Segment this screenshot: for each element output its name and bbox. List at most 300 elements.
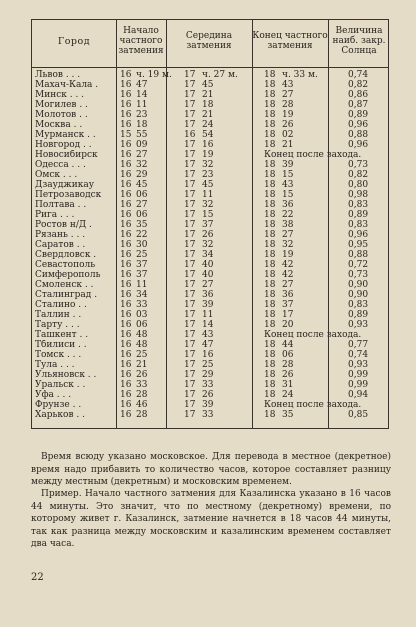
city-cell: Севастополь: [35, 260, 96, 270]
magnitude-cell: 0,73: [348, 160, 369, 170]
middle-hour-cell: 17: [184, 260, 196, 270]
middle-hour-cell: 17: [184, 250, 196, 260]
start-hour-cell: 16: [120, 210, 132, 220]
start-hour-cell: 16: [120, 340, 132, 350]
end-hour-cell: 18: [264, 110, 276, 120]
middle-minute-cell: 37: [202, 220, 214, 230]
table-row: [32, 130, 390, 140]
table-row: [32, 150, 390, 160]
page-number: 22: [31, 572, 44, 583]
middle-minute-cell: 11: [202, 310, 214, 320]
start-hour-cell: 16: [120, 180, 132, 190]
end-hour-cell: 18: [264, 200, 276, 210]
table-row: [32, 120, 390, 130]
middle-minute-cell: 18: [202, 100, 214, 110]
start-hour-cell: 16: [120, 170, 132, 180]
magnitude-cell: 0,96: [348, 120, 369, 130]
city-cell: Петрозаводск: [35, 190, 102, 200]
city-cell: Могилев . .: [35, 100, 88, 110]
start-minute-cell: 28: [136, 410, 148, 420]
end-hour-cell: 18: [264, 350, 276, 360]
start-minute-cell: 25: [136, 350, 148, 360]
end-minute-cell: 19: [282, 250, 294, 260]
start-hour-cell: 16: [120, 270, 132, 280]
start-minute-cell: 09: [136, 140, 148, 150]
table-row: [32, 400, 390, 410]
start-hour-cell: 16: [120, 380, 132, 390]
start-hour-cell: 16: [120, 220, 132, 230]
end-hour-cell: 18: [264, 140, 276, 150]
start-hour-cell: 16: [120, 100, 132, 110]
example-note: Пример. Начало частного затмения для Казалинска указано в 16 часов 44 минуты. Это значит, что по местному (декретному) времени, по которому живет г. Казалинск, затмение начнется в 18 часов 44 минуты, так как разница между московским и казалинским временем составляет два часа.: [31, 489, 391, 549]
city-cell: Симферополь: [35, 270, 101, 280]
middle-hour-cell: 17: [184, 150, 196, 160]
start-hour-cell: 16: [120, 250, 132, 260]
middle-hour-cell: 17: [184, 400, 196, 410]
middle-minute-cell: 47: [202, 340, 214, 350]
start-hour-cell: 16: [120, 150, 132, 160]
end-hour-cell: 18: [264, 300, 276, 310]
start-hour-cell: 16: [120, 350, 132, 360]
start-hour-cell: 16: [120, 90, 132, 100]
middle-hour-cell: 17: [184, 120, 196, 130]
middle-minute-cell: 40: [202, 260, 214, 270]
table-row: [32, 180, 390, 190]
magnitude-cell: 0,88: [348, 250, 369, 260]
middle-minute-cell: 26: [202, 230, 214, 240]
end-hour-cell: 18: [264, 310, 276, 320]
end-hour-cell: 18: [264, 100, 276, 110]
middle-hour-cell: 17: [184, 80, 196, 90]
end-hour-cell: 18: [264, 390, 276, 400]
table-row: [32, 340, 390, 350]
end-minute-cell: 32: [282, 240, 294, 250]
end-minute-cell: 19: [282, 110, 294, 120]
header-divider: [32, 67, 388, 68]
end-minute-cell: 36: [282, 200, 294, 210]
magnitude-cell: 0,77: [348, 340, 369, 350]
end-hour-cell: 18: [264, 270, 276, 280]
city-cell: Тбилиси . .: [35, 340, 87, 350]
start-minute-cell: ч. 19 м.: [136, 70, 172, 80]
start-minute-cell: 48: [136, 340, 148, 350]
table-row: [32, 410, 390, 420]
city-cell: Ростов н/Д .: [35, 220, 92, 230]
magnitude-cell: 0,73: [348, 270, 369, 280]
magnitude-cell: 0,89: [348, 310, 369, 320]
city-cell: Уфа . . .: [35, 390, 72, 400]
start-hour-cell: 16: [120, 310, 132, 320]
magnitude-cell: 0,99: [348, 370, 369, 380]
start-hour-cell: 16: [120, 280, 132, 290]
start-hour-cell: 16: [120, 230, 132, 240]
city-cell: Сталино . .: [35, 300, 87, 310]
table-row: [32, 270, 390, 280]
start-minute-cell: 29: [136, 170, 148, 180]
end-minute-cell: 44: [282, 340, 294, 350]
city-cell: Смоленск . .: [35, 280, 94, 290]
table-row: [32, 80, 390, 90]
end-hour-cell: 18: [264, 370, 276, 380]
end-minute-cell: 28: [282, 360, 294, 370]
end-minute-cell: 42: [282, 270, 294, 280]
end-hour-cell: 18: [264, 220, 276, 230]
start-hour-cell: 16: [120, 140, 132, 150]
middle-minute-cell: 19: [202, 150, 214, 160]
end-hour-cell: 18: [264, 120, 276, 130]
city-cell: Молотов . .: [35, 110, 88, 120]
city-cell: Тула . . .: [35, 360, 75, 370]
end-minute-cell: 39: [282, 160, 294, 170]
end-minute-cell: 21: [282, 140, 294, 150]
start-minute-cell: 06: [136, 210, 148, 220]
middle-minute-cell: 34: [202, 250, 214, 260]
table-row: [32, 170, 390, 180]
table-row: [32, 190, 390, 200]
table-row: [32, 220, 390, 230]
magnitude-cell: 0,98: [348, 190, 369, 200]
end-hour-cell: 18: [264, 70, 276, 80]
table-row: [32, 70, 390, 80]
middle-hour-cell: 17: [184, 300, 196, 310]
city-cell: Дзауджикау: [35, 180, 94, 190]
end-hour-cell: 18: [264, 80, 276, 90]
table-row: [32, 260, 390, 270]
table-row: [32, 370, 390, 380]
end-minute-cell: ч. 33 м.: [282, 70, 318, 80]
table-row: [32, 160, 390, 170]
middle-minute-cell: 14: [202, 320, 214, 330]
middle-minute-cell: 11: [202, 190, 214, 200]
middle-minute-cell: 39: [202, 300, 214, 310]
magnitude-cell: 0,74: [348, 70, 369, 80]
middle-hour-cell: 17: [184, 230, 196, 240]
magnitude-cell: 0,82: [348, 80, 369, 90]
start-minute-cell: 03: [136, 310, 148, 320]
city-cell: Уральск . .: [35, 380, 86, 390]
table-row: [32, 330, 390, 340]
end-hour-cell: 18: [264, 230, 276, 240]
start-minute-cell: 55: [136, 130, 148, 140]
end-minute-cell: 31: [282, 380, 294, 390]
city-cell: Новгород . .: [35, 140, 92, 150]
middle-hour-cell: 16: [184, 130, 196, 140]
table-row: [32, 200, 390, 210]
end-minute-cell: 43: [282, 180, 294, 190]
end-minute-cell: 27: [282, 90, 294, 100]
middle-minute-cell: 24: [202, 120, 214, 130]
start-hour-cell: 16: [120, 240, 132, 250]
city-cell: Сталинград .: [35, 290, 98, 300]
table-row: [32, 380, 390, 390]
city-cell: Ульяновск . .: [35, 370, 97, 380]
start-hour-cell: 16: [120, 110, 132, 120]
middle-minute-cell: ч. 27 м.: [202, 70, 238, 80]
start-minute-cell: 21: [136, 360, 148, 370]
middle-minute-cell: 21: [202, 90, 214, 100]
city-cell: Полтава . .: [35, 200, 87, 210]
magnitude-cell: 0,89: [348, 210, 369, 220]
end-hour-cell: 18: [264, 160, 276, 170]
start-hour-cell: 15: [120, 130, 132, 140]
city-cell: Махач-Кала .: [35, 80, 99, 90]
start-hour-cell: 16: [120, 120, 132, 130]
middle-minute-cell: 27: [202, 280, 214, 290]
end-minute-cell: 02: [282, 130, 294, 140]
middle-minute-cell: 39: [202, 400, 214, 410]
end-hour-cell: 18: [264, 280, 276, 290]
middle-hour-cell: 17: [184, 270, 196, 280]
middle-hour-cell: 17: [184, 220, 196, 230]
middle-hour-cell: 17: [184, 340, 196, 350]
start-minute-cell: 27: [136, 150, 148, 160]
start-minute-cell: 23: [136, 110, 148, 120]
end-hour-cell: 18: [264, 170, 276, 180]
end-hour-cell: 18: [264, 180, 276, 190]
magnitude-cell: 0,95: [348, 240, 369, 250]
start-hour-cell: 16: [120, 330, 132, 340]
start-hour-cell: 16: [120, 320, 132, 330]
magnitude-cell: 0,87: [348, 100, 369, 110]
end-hour-cell: 18: [264, 340, 276, 350]
start-minute-cell: 11: [136, 280, 148, 290]
start-hour-cell: 16: [120, 390, 132, 400]
end-minute-cell: 06: [282, 350, 294, 360]
middle-minute-cell: 45: [202, 80, 214, 90]
start-minute-cell: 37: [136, 260, 148, 270]
table-row: [32, 390, 390, 400]
middle-hour-cell: 17: [184, 370, 196, 380]
end-minute-cell: 15: [282, 170, 294, 180]
start-hour-cell: 16: [120, 370, 132, 380]
city-cell: Харьков . .: [35, 410, 85, 420]
end-minute-cell: 15: [282, 190, 294, 200]
city-cell: Таллин . .: [35, 310, 82, 320]
city-cell: Свердловск .: [35, 250, 97, 260]
start-minute-cell: 33: [136, 300, 148, 310]
middle-hour-cell: 17: [184, 170, 196, 180]
end-hour-cell: 18: [264, 210, 276, 220]
end-hour-cell: 18: [264, 410, 276, 420]
middle-hour-cell: 17: [184, 280, 196, 290]
end-hour-cell: 18: [264, 320, 276, 330]
table-row: [32, 230, 390, 240]
middle-hour-cell: 17: [184, 200, 196, 210]
middle-hour-cell: 17: [184, 410, 196, 420]
end-minute-cell: 28: [282, 100, 294, 110]
end-minute-cell: 26: [282, 120, 294, 130]
start-hour-cell: 16: [120, 200, 132, 210]
middle-minute-cell: 15: [202, 210, 214, 220]
middle-minute-cell: 36: [202, 290, 214, 300]
eclipse-table: [31, 19, 389, 429]
start-minute-cell: 11: [136, 100, 148, 110]
table-row: [32, 210, 390, 220]
table-row: [32, 280, 390, 290]
middle-minute-cell: 25: [202, 360, 214, 370]
magnitude-cell: 0,74: [348, 350, 369, 360]
middle-hour-cell: 17: [184, 100, 196, 110]
end-minute-cell: 27: [282, 280, 294, 290]
middle-minute-cell: 43: [202, 330, 214, 340]
magnitude-cell: 0,83: [348, 300, 369, 310]
magnitude-cell: 0,90: [348, 290, 369, 300]
start-hour-cell: 16: [120, 360, 132, 370]
middle-hour-cell: 17: [184, 140, 196, 150]
end-minute-cell: 24: [282, 390, 294, 400]
table-body: [32, 70, 390, 420]
magnitude-cell: 0,83: [348, 200, 369, 210]
city-cell: Москва . .: [35, 120, 83, 130]
sunset-note-cell: Конец после захода.: [264, 400, 362, 410]
middle-minute-cell: 21: [202, 110, 214, 120]
start-minute-cell: 37: [136, 270, 148, 280]
table-row: [32, 290, 390, 300]
middle-minute-cell: 23: [202, 170, 214, 180]
start-minute-cell: 32: [136, 160, 148, 170]
start-minute-cell: 45: [136, 180, 148, 190]
city-cell: Омск . . .: [35, 170, 78, 180]
middle-hour-cell: 17: [184, 390, 196, 400]
magnitude-cell: 0,90: [348, 280, 369, 290]
end-hour-cell: 18: [264, 250, 276, 260]
city-cell: Мурманск . .: [35, 130, 96, 140]
magnitude-cell: 0,93: [348, 360, 369, 370]
end-minute-cell: 17: [282, 310, 294, 320]
sunset-note-cell: Конец после захода.: [264, 150, 362, 160]
table-row: [32, 310, 390, 320]
time-note: Время всюду указано московское. Для перевода в местное (декретное) время надо прибавить то количество часов, которое составляет разницу между местным (декретным) и московским временем.: [31, 452, 391, 487]
middle-hour-cell: 17: [184, 70, 196, 80]
magnitude-cell: 0,83: [348, 220, 369, 230]
middle-hour-cell: 17: [184, 290, 196, 300]
middle-hour-cell: 17: [184, 90, 196, 100]
magnitude-cell: 0,93: [348, 320, 369, 330]
end-hour-cell: 18: [264, 90, 276, 100]
start-hour-cell: 16: [120, 190, 132, 200]
table-row: [32, 100, 390, 110]
table-row: [32, 90, 390, 100]
table-row: [32, 320, 390, 330]
start-minute-cell: 46: [136, 400, 148, 410]
end-minute-cell: 27: [282, 230, 294, 240]
end-minute-cell: 43: [282, 80, 294, 90]
start-minute-cell: 34: [136, 290, 148, 300]
magnitude-cell: 0,82: [348, 170, 369, 180]
city-cell: Тарту . . .: [35, 320, 80, 330]
start-minute-cell: 22: [136, 230, 148, 240]
city-cell: Фрунзе . .: [35, 400, 82, 410]
header-start: Начало частного затмения: [118, 26, 164, 56]
city-cell: Рига . . .: [35, 210, 75, 220]
start-minute-cell: 26: [136, 370, 148, 380]
start-minute-cell: 14: [136, 90, 148, 100]
start-minute-cell: 06: [136, 190, 148, 200]
middle-hour-cell: 17: [184, 210, 196, 220]
table-row: [32, 350, 390, 360]
end-minute-cell: 35: [282, 410, 294, 420]
middle-minute-cell: 29: [202, 370, 214, 380]
start-hour-cell: 16: [120, 80, 132, 90]
start-hour-cell: 16: [120, 290, 132, 300]
end-minute-cell: 20: [282, 320, 294, 330]
start-minute-cell: 28: [136, 390, 148, 400]
end-hour-cell: 18: [264, 190, 276, 200]
start-minute-cell: 30: [136, 240, 148, 250]
middle-hour-cell: 17: [184, 240, 196, 250]
start-minute-cell: 25: [136, 250, 148, 260]
city-cell: Ташкент . .: [35, 330, 89, 340]
end-minute-cell: 37: [282, 300, 294, 310]
table-row: [32, 110, 390, 120]
table-row: [32, 250, 390, 260]
start-minute-cell: 35: [136, 220, 148, 230]
city-cell: Львов . . .: [35, 70, 81, 80]
end-minute-cell: 36: [282, 290, 294, 300]
end-minute-cell: 38: [282, 220, 294, 230]
city-cell: Саратов . .: [35, 240, 86, 250]
magnitude-cell: 0,94: [348, 390, 369, 400]
magnitude-cell: 0,88: [348, 130, 369, 140]
magnitude-cell: 0,96: [348, 230, 369, 240]
header-magnitude: Величина наиб. закр. Солнца: [332, 26, 386, 56]
magnitude-cell: 0,86: [348, 90, 369, 100]
middle-minute-cell: 32: [202, 240, 214, 250]
table-row: [32, 140, 390, 150]
start-hour-cell: 16: [120, 300, 132, 310]
table-row: [32, 360, 390, 370]
header-middle: Середина затмения: [185, 31, 233, 51]
middle-hour-cell: 17: [184, 180, 196, 190]
middle-minute-cell: 16: [202, 350, 214, 360]
middle-hour-cell: 17: [184, 160, 196, 170]
middle-minute-cell: 26: [202, 390, 214, 400]
start-minute-cell: 47: [136, 80, 148, 90]
table-row: [32, 300, 390, 310]
middle-hour-cell: 17: [184, 360, 196, 370]
sunset-note-cell: Конец после захода.: [264, 330, 362, 340]
city-cell: Одесса . . .: [35, 160, 86, 170]
middle-minute-cell: 33: [202, 380, 214, 390]
start-hour-cell: 16: [120, 260, 132, 270]
middle-hour-cell: 17: [184, 310, 196, 320]
end-hour-cell: 18: [264, 240, 276, 250]
middle-hour-cell: 17: [184, 380, 196, 390]
header-city: Город: [57, 36, 91, 47]
magnitude-cell: 0,72: [348, 260, 369, 270]
middle-hour-cell: 17: [184, 110, 196, 120]
start-minute-cell: 06: [136, 320, 148, 330]
start-hour-cell: 16: [120, 160, 132, 170]
start-hour-cell: 16: [120, 400, 132, 410]
end-hour-cell: 18: [264, 290, 276, 300]
end-hour-cell: 18: [264, 380, 276, 390]
magnitude-cell: 0,96: [348, 140, 369, 150]
end-hour-cell: 18: [264, 360, 276, 370]
city-cell: Томск . . .: [35, 350, 82, 360]
end-minute-cell: 26: [282, 370, 294, 380]
middle-minute-cell: 33: [202, 410, 214, 420]
start-hour-cell: 16: [120, 70, 132, 80]
middle-minute-cell: 32: [202, 160, 214, 170]
middle-hour-cell: 17: [184, 330, 196, 340]
magnitude-cell: 0,80: [348, 180, 369, 190]
middle-minute-cell: 40: [202, 270, 214, 280]
middle-hour-cell: 17: [184, 190, 196, 200]
city-cell: Минск . . .: [35, 90, 85, 100]
middle-minute-cell: 45: [202, 180, 214, 190]
end-hour-cell: 18: [264, 260, 276, 270]
